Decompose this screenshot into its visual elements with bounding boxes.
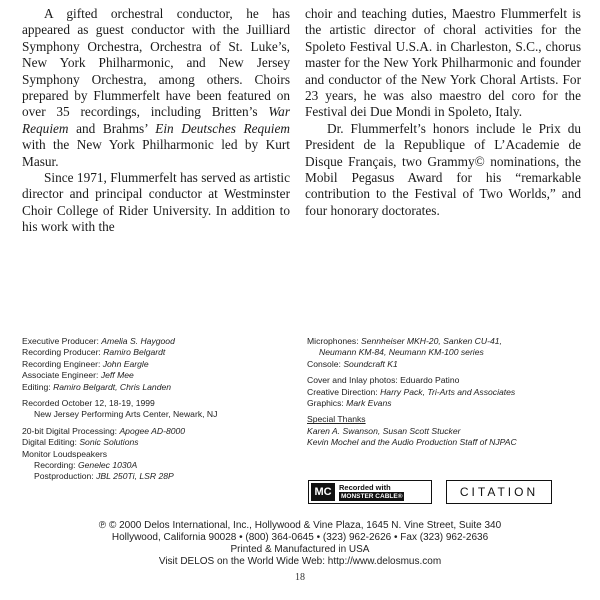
copyright-footer: [0, 520, 600, 568]
credits-left: [22, 336, 292, 483]
credit-microphones: Microphones: Sennheiser MKH-20, Sanken CU-41,: [307, 336, 502, 346]
credit-venue: New Jersey Performing Arts Center, Newark, NJ: [34, 409, 218, 420]
footer-line: Hollywood, California 90028 • (800) 364-0645 • (323) 962-2626 • Fax (323) 962-2636: [111, 532, 489, 543]
bio-paragraph: Dr. Flummerfelt’s honors include le Prix du President de la Republique of L’Academie de Disque Français, two Grammy© nominations, the Mobil Pegasus Award for his “remarkable contribution to the Festival of Two Worlds,” and four honorary doctorates.: [305, 120, 581, 218]
bio-column-left: [22, 6, 290, 236]
monster-cable-logo: MC Recorded with MONSTER CABLE®: [308, 480, 432, 504]
credit-monitor-postproduction: Postproduction: JBL 250Ti, LSR 28P: [34, 471, 174, 482]
credits-right: [307, 336, 592, 449]
credit-graphics: Graphics: Mark Evans: [307, 398, 392, 409]
credit-monitor-recording: Recording: Genelec 1030A: [34, 460, 138, 471]
special-thanks-line: Karen A. Swanson, Susan Scott Stucker: [307, 425, 461, 436]
special-thanks-line: Kevin Mochel and the Audio Production Staff of NJPAC: [307, 437, 517, 448]
bio-column-right: [305, 6, 581, 219]
bio-paragraph: Since 1971, Flummerfelt has served as artistic director and principal conductor at Westminster Choir College of Rider University. In addition to his work with the: [22, 170, 290, 235]
credit-console: Console: Soundcraft K1: [307, 358, 398, 369]
credit-digital-editing: Digital Editing: Sonic Solutions: [22, 437, 139, 448]
work-title: War Requiem: [22, 104, 290, 136]
footer-line: ℗ © 2000 Delos International, Inc., Hollywood & Vine Plaza, 1645 N. Vine Street, Suite 340: [98, 520, 502, 531]
credit-digital-processing: 20-bit Digital Processing: Apogee AD-8000: [22, 425, 186, 436]
credit-editing: Editing: Ramiro Belgardt, Chris Landen: [22, 381, 172, 392]
credit-recording-engineer: Recording Engineer: John Eargle: [22, 358, 149, 369]
credit-executive-producer: Executive Producer: Amelia S. Haygood: [22, 336, 175, 346]
credit-recorded-date: Recorded October 12, 18-19, 1999: [22, 398, 155, 409]
bio-paragraph: A gifted orchestral conductor, he has appeared as guest conductor with the Juilliard Symphony Orchestra, Orchestra of St. Luke’s, New York Philharmonic, and New Jersey Symphony Orchestra, among others. Choirs prepared by Flummerfelt have been featured on over 35 recordings, including Britten’s War Requiem and Brahms’ Ein Deutsches Requiem with the New York Philharmonic led by Kurt Masur.: [22, 6, 290, 169]
monster-cable-mark-icon: MC: [311, 483, 335, 501]
bio-paragraph: choir and teaching duties, Maestro Flummerfelt is the artistic director of choral activities for the Spoleto Festival U.S.A. in Charleston, S.C., chorus master for the New York Philharmonic and founder and conductor of the New York Choral Artists. For 23 years, he was also maestro del coro for the Festival dei Due Mondi in Spoleto, Italy.: [305, 6, 581, 120]
credit-cover-photos: Cover and Inlay photos: Eduardo Patino: [307, 375, 460, 386]
logo-strip: [308, 480, 593, 506]
footer-website: Visit DELOS on the World Wide Web: http://www.delosmus.com: [158, 556, 442, 567]
citation-logo: CITATION: [446, 480, 552, 504]
credit-creative-direction: Creative Direction: Harry Pack, Tri-Arts and Associates: [307, 386, 516, 397]
footer-line: Printed & Manufactured in USA: [230, 544, 370, 555]
credit-microphones-cont: Neumann KM-84, Neumann KM-100 series: [319, 347, 484, 358]
work-title: Ein Deutsches Requiem: [155, 120, 290, 136]
credit-monitor-loudspeakers: Monitor Loudspeakers: [22, 448, 108, 459]
page-number: 18: [295, 572, 305, 583]
credit-recording-producer: Recording Producer: Ramiro Belgardt: [22, 347, 166, 358]
special-thanks-title: Special Thanks: [307, 414, 366, 425]
credit-associate-engineer: Associate Engineer: Jeff Mee: [22, 370, 134, 381]
